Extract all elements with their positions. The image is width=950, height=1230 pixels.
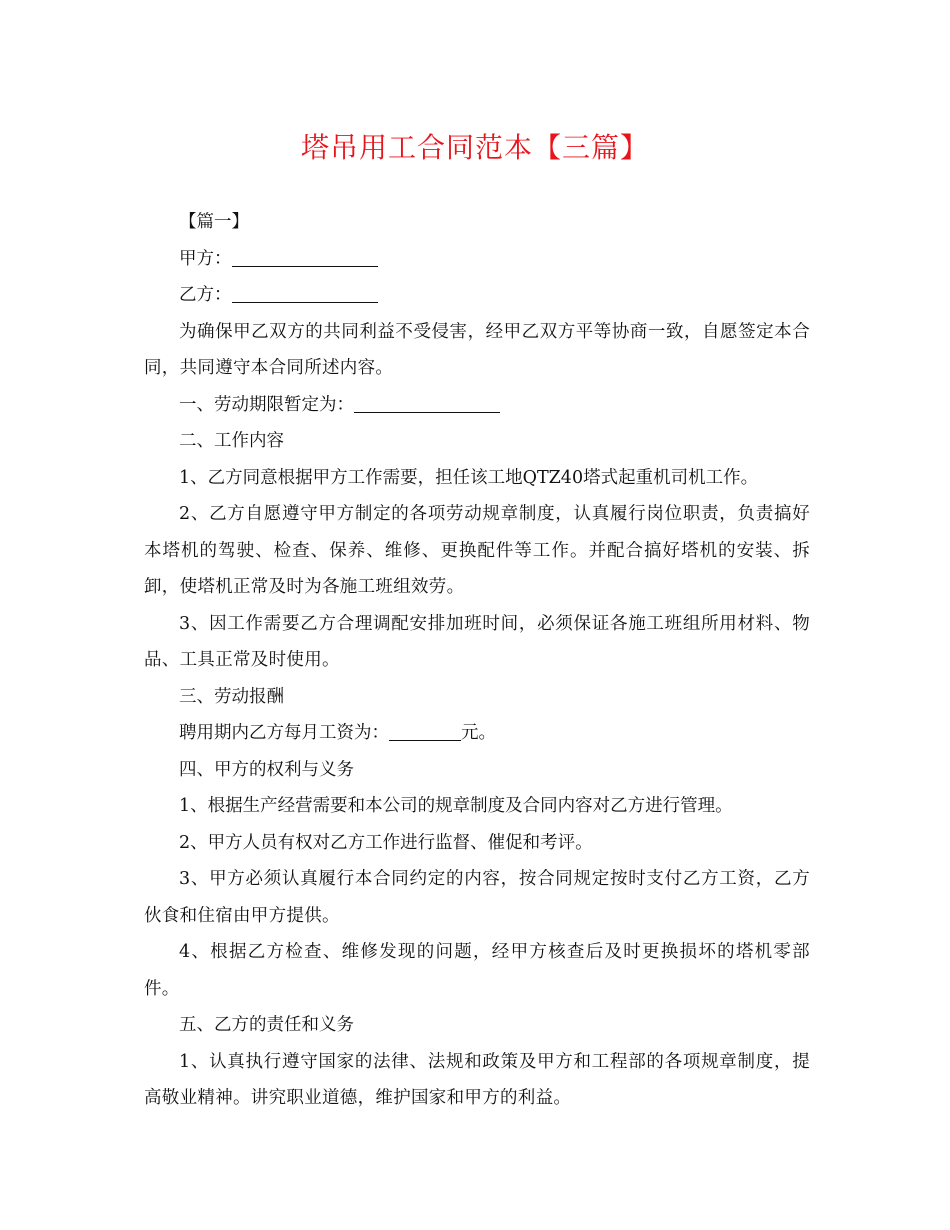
salary-blank (389, 720, 461, 741)
term-line (144, 387, 810, 424)
term-label: 一、劳动期限暂定为： (179, 394, 354, 415)
section-4-item-3: 3、甲方必须认真履行本合同约定的内容，按合同规定按时支付乙方工资，乙方伙食和住宿由甲方提供。 (144, 869, 810, 926)
section-2-item-3: 3、因工作需要乙方合理调配安排加班时间，必须保证各施工班组所用材料、物品、工具正常及时使用。 (144, 613, 810, 670)
intro-paragraph: 为确保甲乙双方的共同利益不受侵害，经甲乙双方平等协商一致，自愿签定本合同，共同遵守本合同所述内容。 (144, 321, 810, 378)
document-body (144, 204, 810, 1117)
party-a-label: 甲方： (179, 248, 232, 269)
term-blank (354, 392, 500, 413)
section-4-item-2: 2、甲方人员有权对乙方工作进行监督、催促和考评。 (179, 832, 593, 853)
party-a-line (144, 241, 810, 278)
section-5-heading: 五、乙方的责任和义务 (179, 1015, 354, 1035)
salary-line (144, 715, 810, 752)
party-b-line (144, 277, 810, 314)
party-b-label: 乙方： (179, 285, 232, 305)
salary-suffix: 元。 (461, 723, 496, 743)
section-4-item-4: 4、根据乙方检查、维修发现的问题，经甲方核查后及时更换损坏的塔机零部件。 (144, 942, 810, 999)
party-b-blank (232, 282, 378, 303)
section-4-item-1: 1、根据生产经营需要和本公司的规章制度及合同内容对乙方进行管理。 (179, 796, 733, 816)
salary-prefix: 聘用期内乙方每月工资为： (179, 723, 389, 743)
section-2-heading: 二、工作内容 (179, 431, 284, 451)
section-label: 【篇一】 (179, 212, 249, 232)
section-2-item-1: 1、乙方同意根据甲方工作需要，担任该工地QTZ40塔式起重机司机工作。 (179, 467, 759, 488)
section-3-heading: 三、劳动报酬 (179, 686, 284, 707)
document-title: 塔吊用工合同范本【三篇】 (300, 131, 649, 164)
section-2-item-2: 2、乙方自愿遵守甲方制定的各项劳动规章制度，认真履行岗位职责，负责搞好本塔机的驾驶、检查、保养、维修、更换配件等工作。并配合搞好塔机的安装、拆卸，使塔机正常及时为各施工班组效劳。 (144, 504, 810, 597)
party-a-blank (232, 246, 378, 267)
section-5-item-1: 1、认真执行遵守国家的法律、法规和政策及甲方和工程部的各项规章制度，提高敬业精神。讲究职业道德，维护国家和甲方的利益。 (144, 1051, 810, 1108)
section-4-heading: 四、甲方的权利与义务 (179, 759, 354, 780)
